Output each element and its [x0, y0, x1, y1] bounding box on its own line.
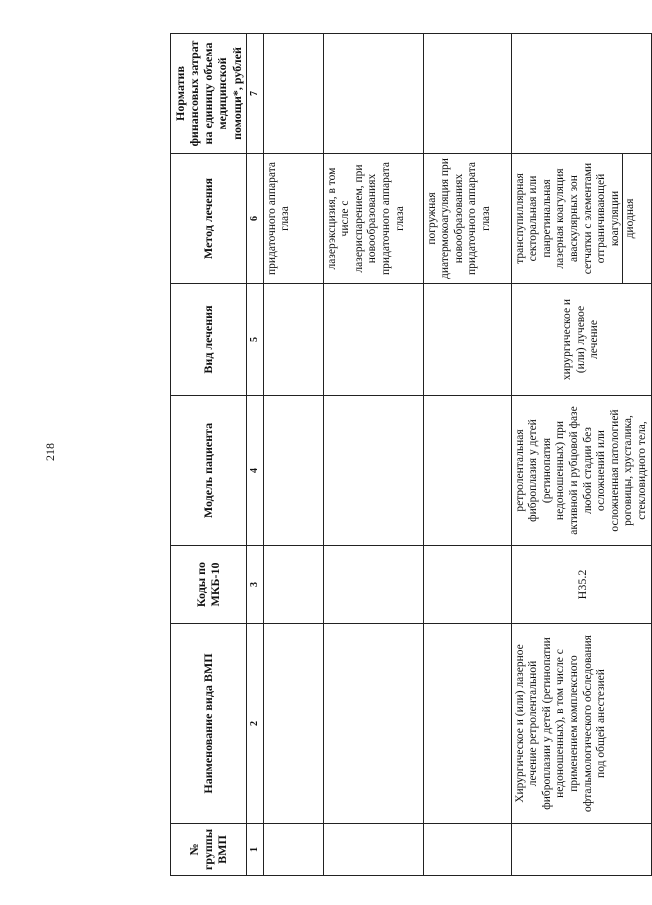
header-cost-norm: Норматив финансовых затрат на единицу объема медицинской помощи*, рублей [171, 34, 247, 154]
table-header-row [171, 34, 247, 876]
header-treatment-method: Метод лечения [171, 154, 247, 284]
cell-patient-model [323, 396, 423, 546]
header-treatment-kind: Вид лечения [171, 284, 247, 396]
header-vmp-name: Наименование вида ВМП [171, 624, 247, 824]
cell-group-number [323, 824, 423, 876]
column-number: 6 [246, 154, 263, 284]
table-row [323, 34, 423, 876]
cell-vmp-name [323, 624, 423, 824]
cell-patient-model [263, 396, 323, 546]
cell-treatment-method: лазерэксцизия, в том числе с лазериспарением, при новообразованиях придаточного аппарата глаза [323, 154, 423, 284]
column-number-row [246, 34, 263, 876]
column-number: 5 [246, 284, 263, 396]
cell-icd-code [263, 546, 323, 624]
table-row [263, 34, 323, 876]
cell-icd-code [423, 546, 511, 624]
cell-icd-code [323, 546, 423, 624]
cell-treatment-kind [263, 284, 323, 396]
cell-patient-model: ретролентальная фиброплазия у детей (ретинопатия недоношенных) при активной и рубцовой фазе любой стадии без осложнений или осложненная патологией роговицы, хрусталика, стекловидного тела, [511, 396, 652, 546]
column-number: 4 [246, 396, 263, 546]
cell-group-number [511, 824, 652, 876]
cell-icd-code: H35.2 [511, 546, 652, 624]
table-row [423, 34, 511, 876]
page-number: 218 [43, 443, 57, 461]
header-patient-model: Модель пациента [171, 396, 247, 546]
column-number: 1 [246, 824, 263, 876]
header-group-number: № группы ВМП [171, 824, 247, 876]
cell-vmp-name: Хирургическое и (или) лазерное лечение ретролентальной фиброплазии у детей (ретинопатии недоношенных), в том числе с применением комплексного офтальмологического обследования под общей анестезией [511, 624, 652, 824]
cell-cost-norm [263, 34, 323, 154]
cell-cost-norm [423, 34, 511, 154]
cell-treatment-method: придаточного аппарата глаза [263, 154, 323, 284]
cell-patient-model [423, 396, 511, 546]
rotated-sheet [170, 34, 648, 876]
page-number-container [35, 442, 65, 462]
cell-group-number [423, 824, 511, 876]
table-row [511, 34, 652, 876]
cell-treatment-kind: хирургическое и (или) лучевое лечение [511, 284, 652, 396]
vmp-table [170, 33, 652, 876]
cell-vmp-name [263, 624, 323, 824]
cell-group-number [263, 824, 323, 876]
cell-treatment-method [511, 154, 652, 284]
treatment-method-text: транспупиллярная секторальная или панретинальная лазерная коагуляция аваскулярных зон сетчатки с элементами отграничивающей коагуляции [513, 162, 621, 275]
column-number: 2 [246, 624, 263, 824]
cell-cost-norm [323, 34, 423, 154]
header-icd-codes: Коды по МКБ-10 [171, 546, 247, 624]
cell-cost-norm [511, 34, 652, 154]
column-number: 3 [246, 546, 263, 624]
cell-treatment-kind [423, 284, 511, 396]
treatment-method-extra: диодная [622, 154, 638, 283]
cell-vmp-name [423, 624, 511, 824]
cell-treatment-kind [323, 284, 423, 396]
column-number: 7 [246, 34, 263, 154]
cell-treatment-method: погружная диатермокоагуляция при новообразованиях придаточного аппарата глаза [423, 154, 511, 284]
